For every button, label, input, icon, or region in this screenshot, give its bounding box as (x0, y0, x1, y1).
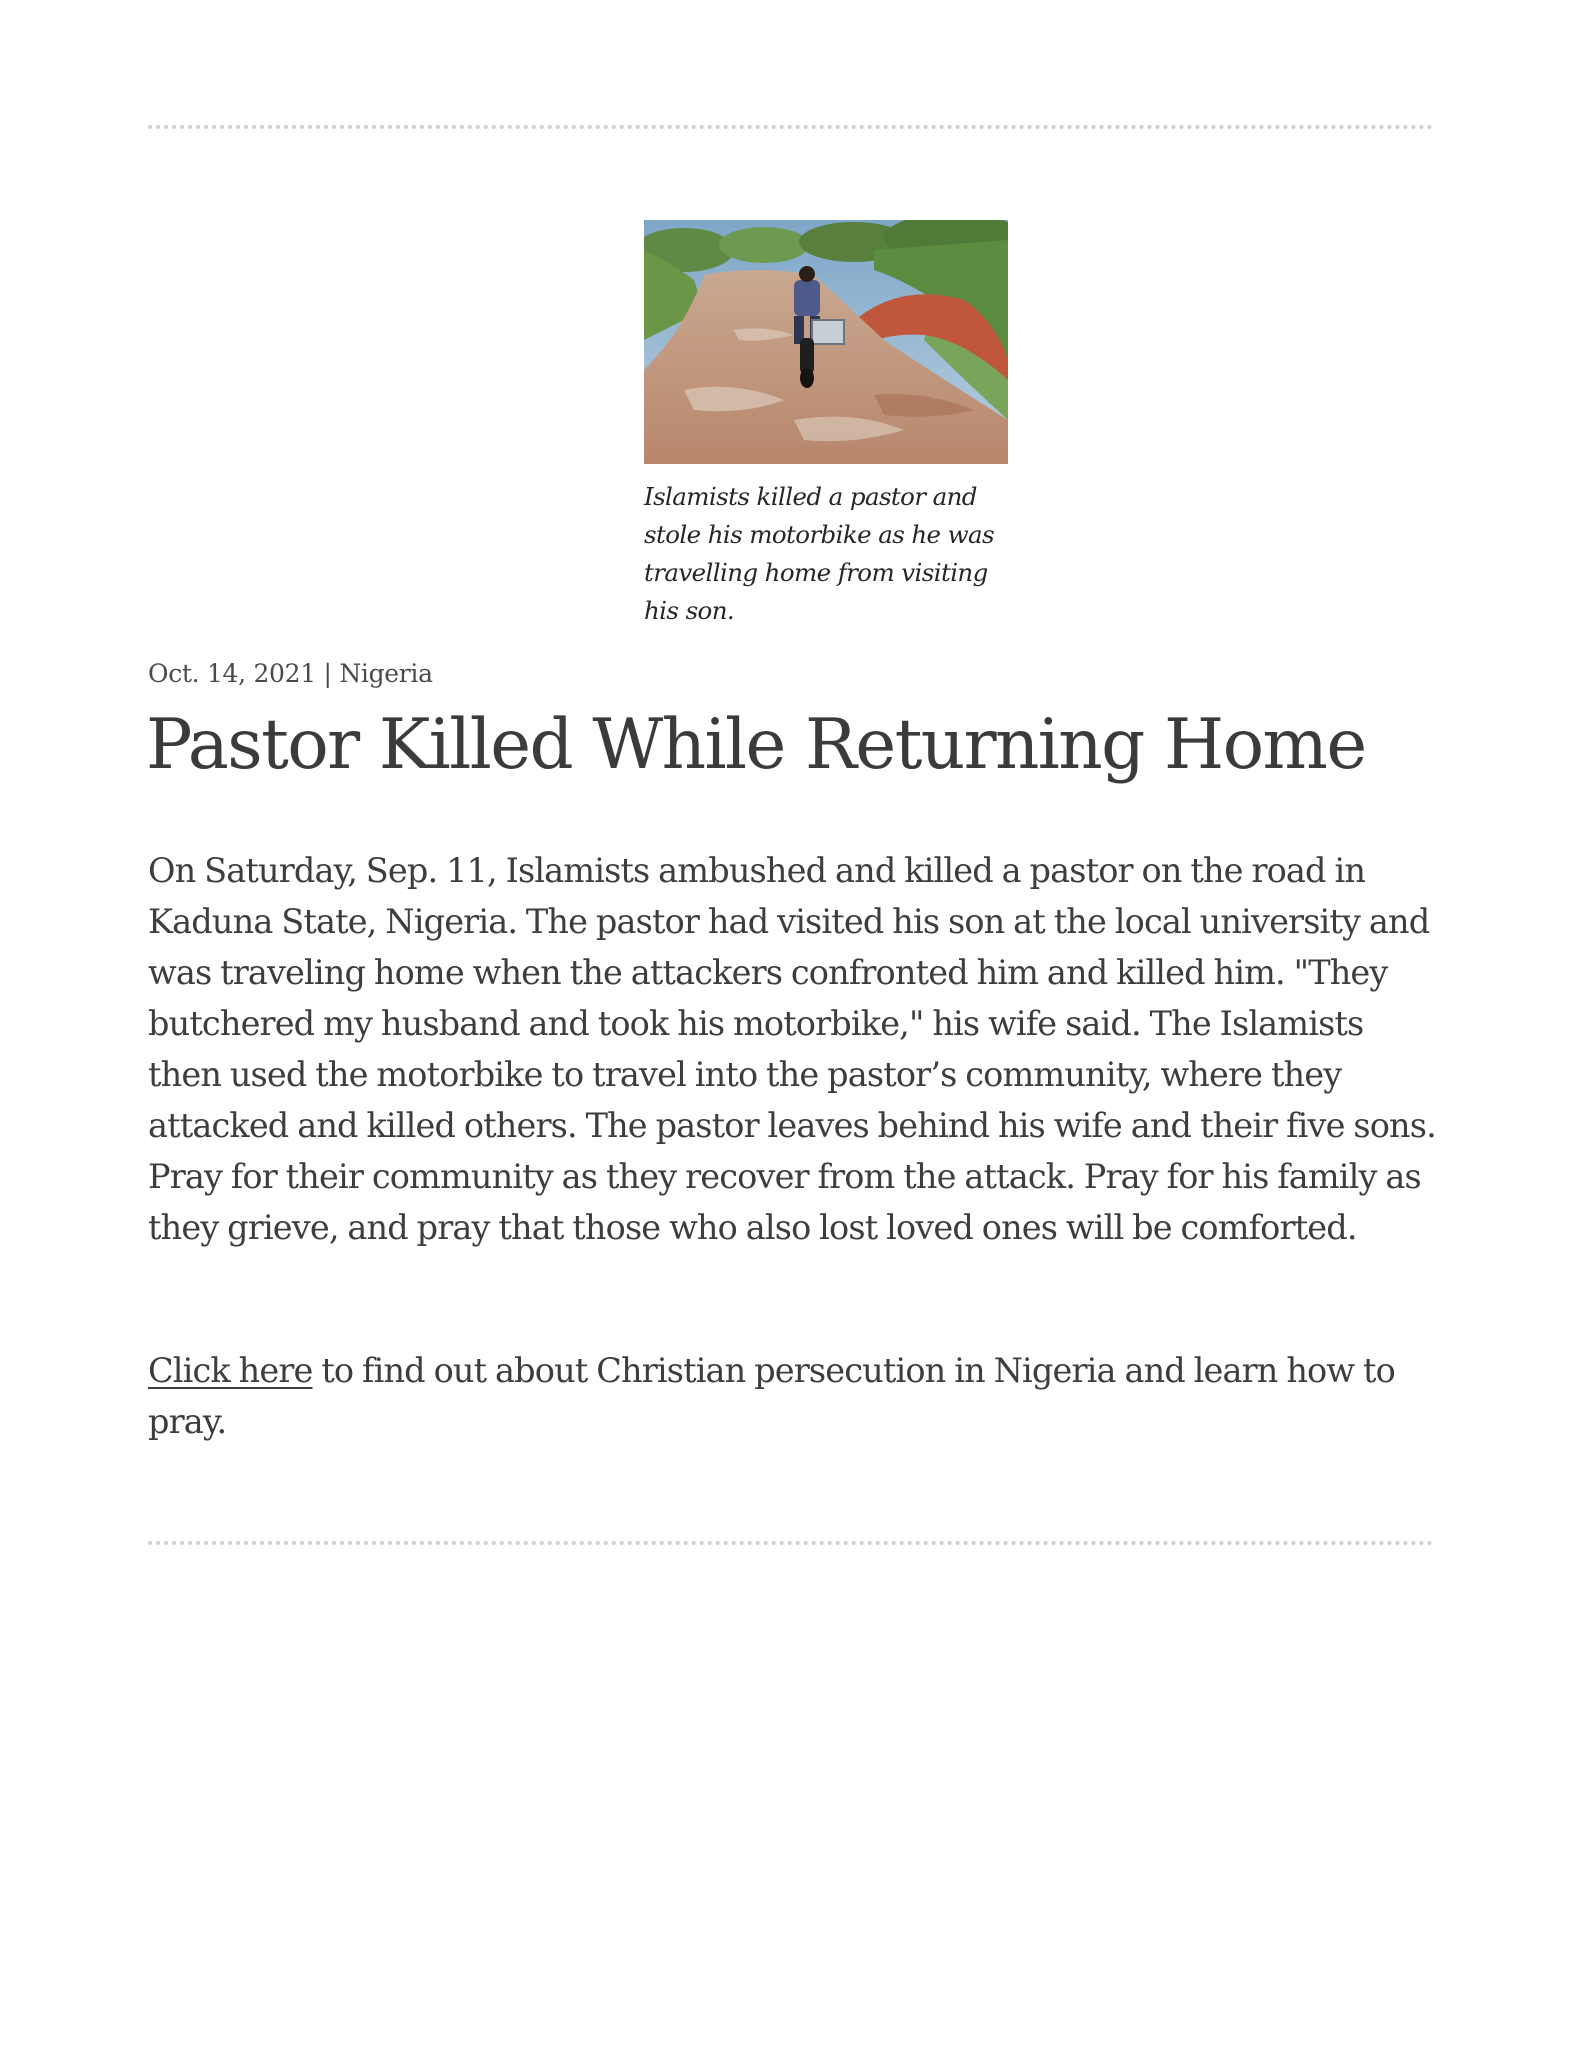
article-body: On Saturday, Sep. 11, Islamists ambushed and killed a pastor on the road in Kaduna State, Nigeria. The pastor had visited his son at the local university and was traveling home when the attackers confronted him and killed him. "They butchered my husband and took his motorbike," his wife said. The Islamists then used the motorbike to travel into the pastor’s community, where they attacked and killed others. The pastor leaves behind his wife and their five sons. Pray for their community as they recover from the attack. Pray for his family as they grieve, and pray that those who also lost loved ones will be comforted. (148, 851, 1436, 1247)
article-meta (148, 656, 433, 692)
figure-caption: Islamists killed a pastor and stole his motorbike as he was travelling home from visiting his son. (644, 482, 994, 625)
article-date: Oct. 14, 2021 (148, 659, 316, 688)
article-country: Nigeria (339, 659, 433, 688)
bottom-divider (148, 1541, 1433, 1545)
road-motorbike-photo (644, 220, 1008, 464)
top-divider (148, 125, 1433, 129)
call-to-action-text: to find out about Christian persecution in Nigeria and learn how to pray. (148, 1351, 1395, 1441)
click-here-link[interactable]: Click here (148, 1351, 313, 1390)
page-title: Pastor Killed While Returning Home (146, 705, 1366, 785)
call-to-action (148, 1345, 1448, 1447)
article-figure (644, 220, 1008, 630)
meta-separator: | (323, 659, 332, 688)
